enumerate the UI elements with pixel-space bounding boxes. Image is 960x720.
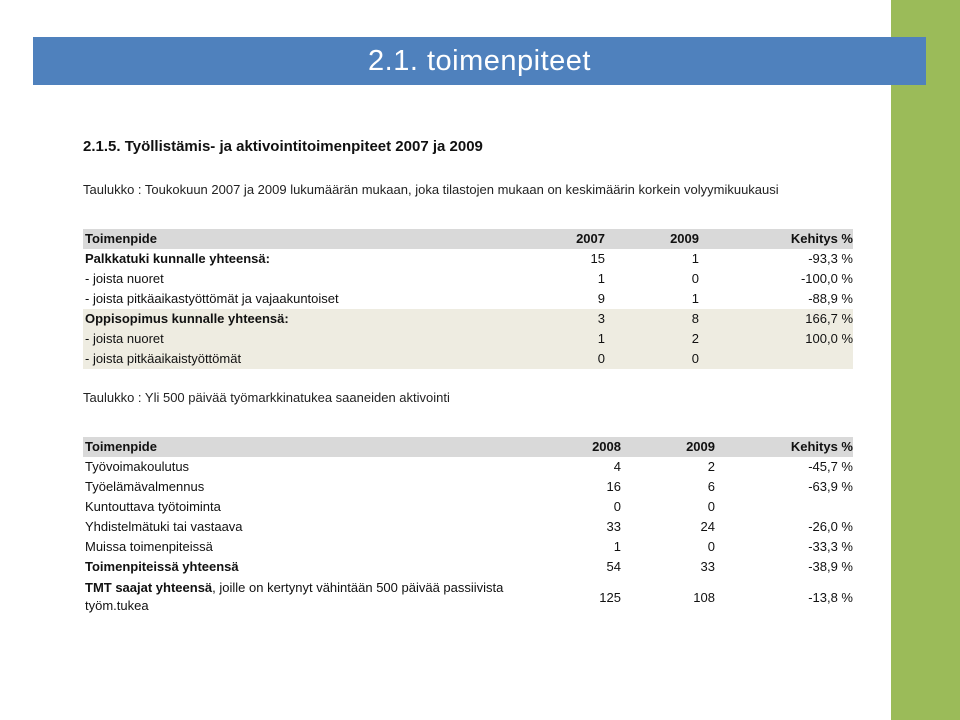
row-label: - joista pitkäaikastyöttömät ja vajaakuntoiset — [85, 291, 339, 306]
table-row-total — [83, 557, 853, 577]
table-row — [83, 289, 853, 309]
row-value-2008: 54 — [606, 559, 621, 574]
row-label: - joista nuoret — [85, 271, 164, 286]
row-label: Toimenpiteissä yhteensä — [85, 559, 239, 574]
row-value-2008: 33 — [606, 519, 621, 534]
row-value-2009: 1 — [691, 251, 699, 266]
row-label — [85, 579, 515, 621]
row-value-2009: 0 — [707, 499, 715, 514]
row-label: - joista pitkäaikaistyöttömät — [85, 351, 242, 366]
row-change: -38,9 % — [808, 559, 853, 574]
table-row — [83, 269, 853, 289]
table-row — [83, 497, 853, 517]
row-change: 166,7 % — [805, 311, 853, 326]
row-change: -88,9 % — [808, 291, 853, 306]
row-value-2007: 3 — [597, 311, 605, 326]
table-row — [83, 517, 853, 537]
row-value-2009: 2 — [707, 459, 715, 474]
row-value-2008: 125 — [599, 590, 621, 605]
side-accent-bar — [891, 0, 960, 720]
row-value-2008: 1 — [613, 539, 621, 554]
table-row — [83, 457, 853, 477]
row-label: Kuntouttava työtoiminta — [85, 499, 221, 514]
table-row — [83, 249, 853, 269]
row-label: Palkkatuki kunnalle yhteensä: — [85, 251, 270, 266]
header-kehitys: Kehitys % — [790, 231, 853, 246]
table-row — [83, 477, 853, 497]
row-change — [753, 497, 853, 517]
header-2008: 2008 — [592, 439, 621, 454]
header-2007: 2007 — [576, 231, 605, 246]
row-change: -13,8 % — [808, 590, 853, 605]
row-value-2009: 24 — [700, 519, 715, 534]
row-label: Yhdistelmätuki tai vastaava — [85, 519, 243, 534]
row-change: -33,3 % — [808, 539, 853, 554]
header-2009: 2009 — [670, 231, 699, 246]
row-value-2009: 0 — [707, 539, 715, 554]
table-header-row — [83, 437, 853, 457]
header-toimenpide: Toimenpide — [85, 231, 157, 246]
row-value-2009: 0 — [691, 271, 699, 286]
table-row-tmt-total — [83, 577, 853, 619]
row-change: -100,0 % — [800, 271, 853, 286]
row-value-2008: 4 — [613, 459, 621, 474]
row-value-2009: 8 — [691, 311, 699, 326]
row-label-rest: , joille on kertynyt vähintään 500 päivää passiivista työm.tukea — [85, 580, 504, 613]
row-label: Muissa toimenpiteissä — [85, 539, 213, 554]
row-value-2009: 0 — [691, 351, 699, 366]
header-2009: 2009 — [686, 439, 715, 454]
row-label: Oppisopimus kunnalle yhteensä: — [85, 311, 289, 326]
table1-caption: Taulukko : Toukokuun 2007 ja 2009 lukumäärän mukaan, joka tilastojen mukaan on keskimäärin korkein volyymikuukausi — [83, 182, 779, 197]
table2-caption: Taulukko : Yli 500 päivää työmarkkinatukea saaneiden aktivointi — [83, 390, 450, 405]
row-value-2007: 1 — [597, 331, 605, 346]
row-label: Työelämävalmennus — [85, 479, 205, 494]
row-value-2008: 0 — [613, 499, 621, 514]
row-value-2008: 16 — [606, 479, 621, 494]
row-value-2007: 0 — [597, 351, 605, 366]
section-heading: 2.1.5. Työllistämis- ja aktivointitoimenpiteet 2007 ja 2009 — [83, 138, 483, 155]
row-change: -45,7 % — [808, 459, 853, 474]
row-change: -26,0 % — [808, 519, 853, 534]
row-label: - joista nuoret — [85, 331, 164, 346]
row-change — [753, 349, 853, 369]
table-row — [83, 309, 853, 329]
row-change: -63,9 % — [808, 479, 853, 494]
table-row — [83, 329, 853, 349]
row-value-2007: 1 — [597, 271, 605, 286]
row-label-bold: TMT saajat yhteensä — [85, 580, 213, 595]
row-label: Työvoimakoulutus — [85, 459, 190, 474]
table-header-row — [83, 229, 853, 249]
row-value-2009: 108 — [693, 590, 715, 605]
row-change: 100,0 % — [805, 331, 853, 346]
table-toukokuu-2007-2009 — [83, 229, 853, 369]
header-kehitys: Kehitys % — [790, 439, 853, 454]
row-value-2009: 2 — [691, 331, 699, 346]
table-yli-500-paivaa — [83, 437, 853, 619]
title-banner — [33, 37, 926, 85]
row-value-2009: 33 — [700, 559, 715, 574]
row-change: -93,3 % — [808, 251, 853, 266]
row-value-2007: 9 — [597, 291, 605, 306]
row-value-2009: 1 — [691, 291, 699, 306]
table-row — [83, 537, 853, 557]
header-toimenpide: Toimenpide — [85, 439, 157, 454]
row-value-2007: 15 — [590, 251, 605, 266]
slide-title: 2.1. toimenpiteet — [368, 45, 591, 77]
table-row — [83, 349, 853, 369]
row-value-2009: 6 — [707, 479, 715, 494]
